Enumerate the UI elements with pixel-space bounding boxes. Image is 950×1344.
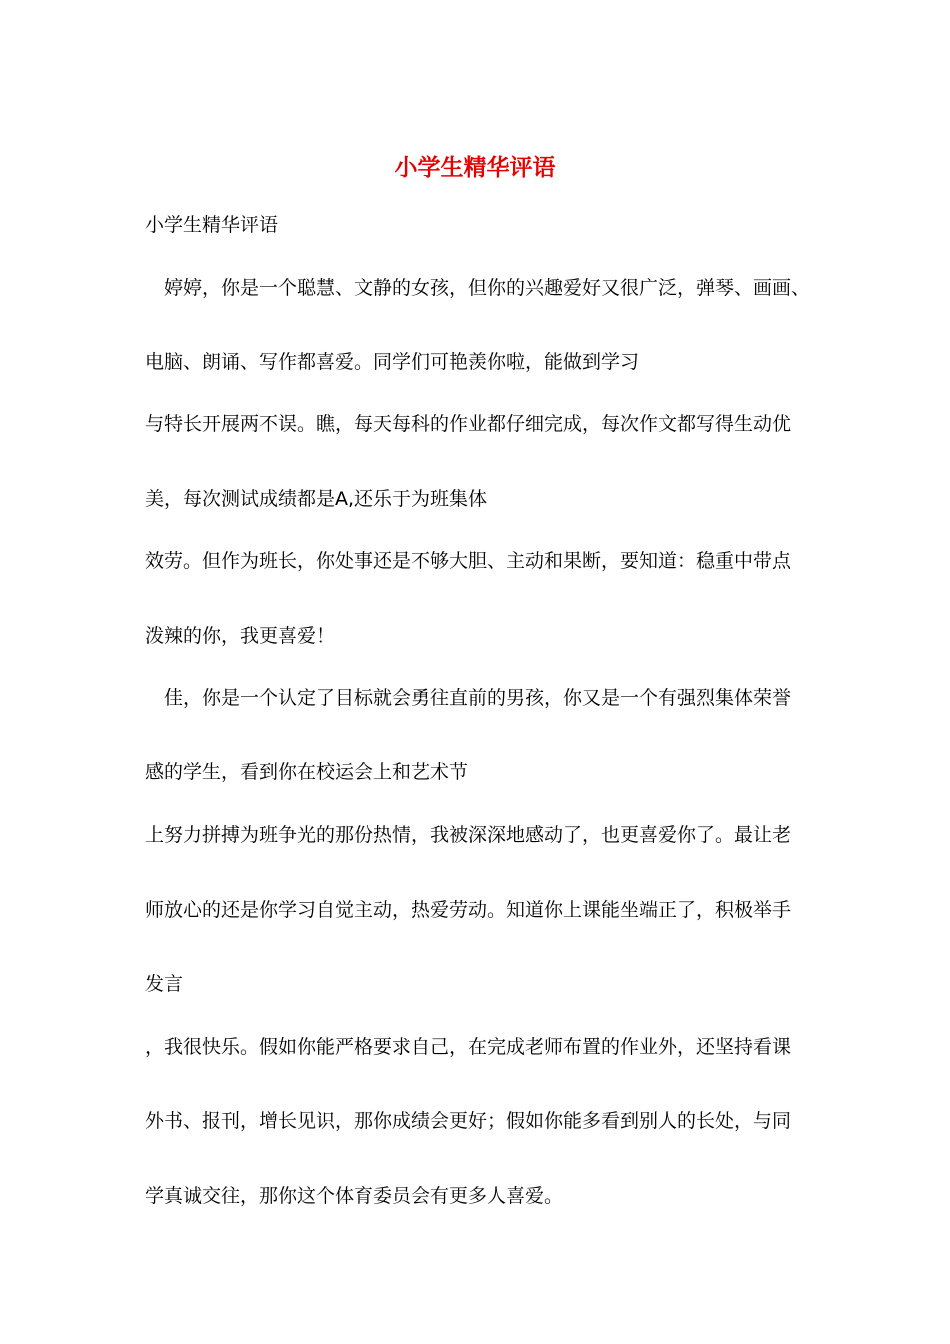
document-subtitle: 小学生精华评语 — [145, 214, 279, 236]
body-line: 电脑、朗诵、写作都喜爱。同学们可艳羡你啦，能做到学习 — [145, 351, 640, 373]
body-line: 外书、报刊，增长见识，那你成绩会更好；假如你能多看到别人的长处，与同 — [145, 1110, 792, 1132]
body-line: 效劳。但作为班长，你处事还是不够大胆、主动和果断，要知道：稳重中带点 — [145, 550, 792, 572]
body-line: 感的学生，看到你在校运会上和艺术节 — [145, 761, 469, 783]
body-line: 佳，你是一个认定了目标就会勇往直前的男孩，你又是一个有强烈集体荣誉 — [145, 687, 792, 709]
body-line: 师放心的还是你学习自觉主动，热爱劳动。知道你上课能坐端正了，积极举手 — [145, 899, 792, 921]
body-line: 与特长开展两不误。瞧，每天每科的作业都仔细完成，每次作文都写得生动优 — [145, 413, 792, 435]
document-title: 小学生精华评语 — [394, 154, 556, 181]
body-line: 上努力拼搏为班争光的那份热情，我被深深地感动了，也更喜爱你了。最让老 — [145, 824, 792, 846]
body-line: 发言 — [145, 973, 184, 995]
body-line: 学真诚交往，那你这个体育委员会有更多人喜爱。 — [145, 1185, 564, 1207]
body-line: 婷婷，你是一个聪慧、文静的女孩，但你的兴趣爱好又很广泛，弹琴、画画、 — [145, 277, 811, 299]
body-line: 美，每次测试成绩都是A,还乐于为班集体 — [145, 488, 488, 510]
body-line: 泼辣的你，我更喜爱！ — [145, 625, 336, 647]
body-line: ，我很快乐。假如你能严格要求自己，在完成老师布置的作业外，还坚持看课 — [145, 1036, 792, 1058]
